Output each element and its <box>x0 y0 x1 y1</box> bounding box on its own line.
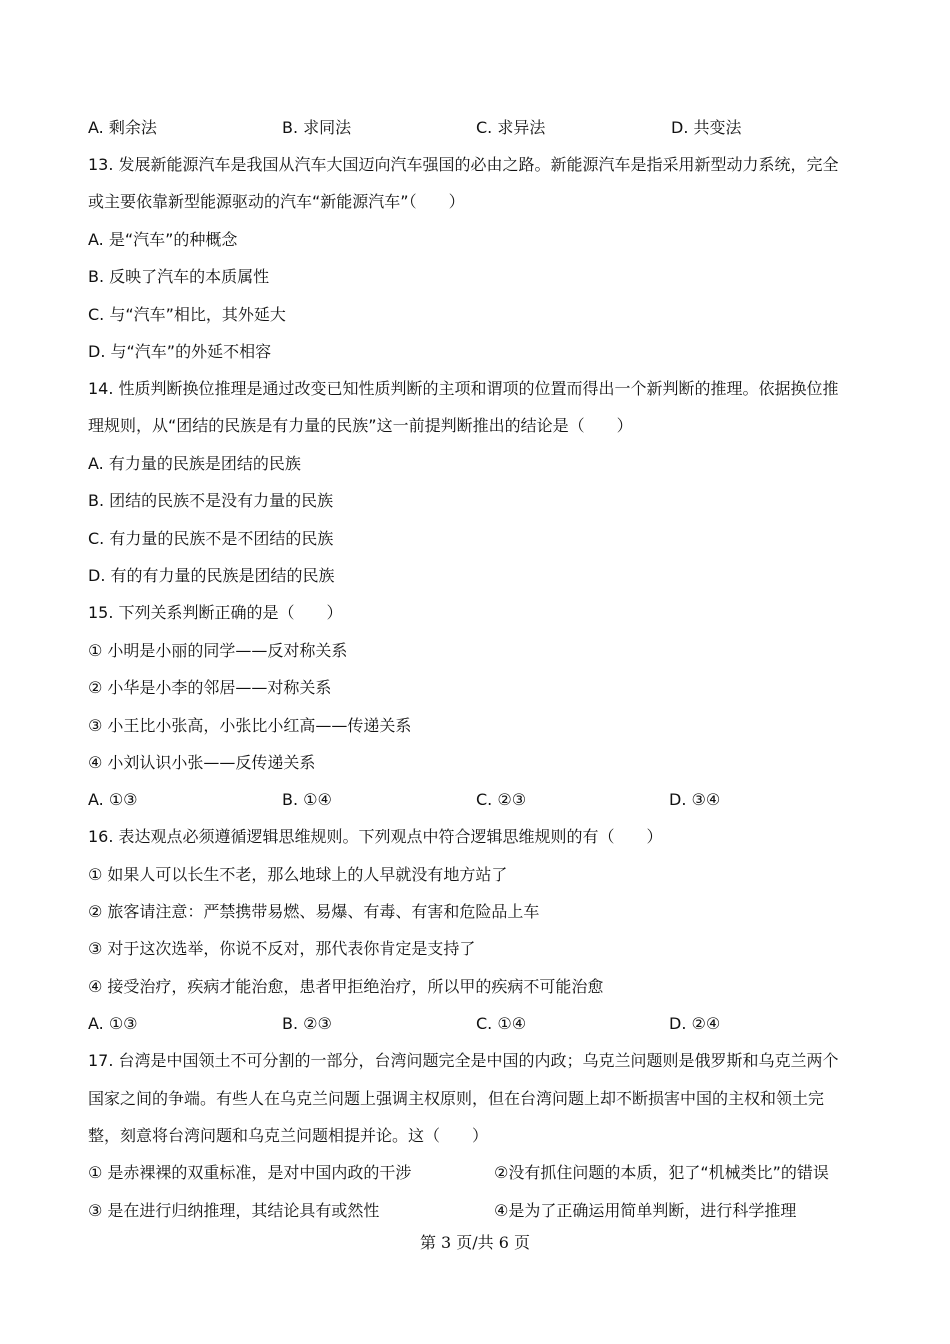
q15-item-2: ② 小华是小李的邻居——对称关系 <box>88 678 332 697</box>
q17-item-2: ②没有抓住问题的本质，犯了“机械类比”的错误 <box>494 1163 829 1182</box>
q16-item-4: ④ 接受治疗，疾病才能治愈，患者甲拒绝治疗，所以甲的疾病不可能治愈 <box>88 977 604 996</box>
q15-option-c: C. ②③ <box>476 790 527 809</box>
q15-stem: 15. 下列关系判断正确的是（ ） <box>88 603 343 622</box>
q17-stem-line2: 国家之间的争端。有些人在乌克兰问题上强调主权原则，但在台湾问题上却不断损害中国的主权和领土完 <box>88 1089 825 1108</box>
q16-option-b: B. ②③ <box>282 1014 332 1033</box>
q16-item-3: ③ 对于这次选举，你说不反对，那代表你肯定是支持了 <box>88 939 476 958</box>
q16-item-2: ② 旅客请注意：严禁携带易燃、易爆、有毒、有害和危险品上车 <box>88 902 540 921</box>
q15-item-3: ③ 小王比小张高，小张比小红高——传递关系 <box>88 716 412 735</box>
q14-stem-line1: 14. 性质判断换位推理是通过改变已知性质判断的主项和谓项的位置而得出一个新判断的推理。依据换位推 <box>88 379 839 398</box>
q17-stem-line1: 17. 台湾是中国领土不可分割的一部分，台湾问题完全是中国的内政；乌克兰问题则是俄罗斯和乌克兰两个 <box>88 1051 839 1070</box>
q17-item-4: ④是为了正确运用简单判断，进行科学推理 <box>494 1201 797 1220</box>
q17-item-1: ① 是赤裸裸的双重标准，是对中国内政的干涉 <box>88 1163 412 1182</box>
q12-option-d: D. 共变法 <box>671 118 742 137</box>
q15-item-4: ④ 小刘认识小张——反传递关系 <box>88 753 316 772</box>
q13-option-a: A. 是“汽车”的种概念 <box>88 230 238 249</box>
q15-option-d: D. ③④ <box>669 790 721 809</box>
q16-option-c: C. ①④ <box>476 1014 527 1033</box>
q12-option-a: A. 剩余法 <box>88 118 157 137</box>
q14-option-a: A. 有力量的民族是团结的民族 <box>88 454 301 473</box>
q15-item-1: ① 小明是小丽的同学——反对称关系 <box>88 641 348 660</box>
q16-option-a: A. ①③ <box>88 1014 138 1033</box>
q13-stem-line2: 或主要依靠新型能源驱动的汽车“新能源汽车”（ ） <box>88 192 465 211</box>
q16-option-d: D. ②④ <box>669 1014 721 1033</box>
q13-option-c: C. 与“汽车”相比，其外延大 <box>88 305 286 324</box>
q14-option-c: C. 有力量的民族不是不团结的民族 <box>88 529 334 548</box>
q14-option-b: B. 团结的民族不是没有力量的民族 <box>88 491 334 510</box>
q16-item-1: ① 如果人可以长生不老，那么地球上的人早就没有地方站了 <box>88 865 508 884</box>
q15-option-a: A. ①③ <box>88 790 138 809</box>
q13-option-d: D. 与“汽车”的外延不相容 <box>88 342 272 361</box>
q14-stem-line2: 理规则，从“团结的民族是有力量的民族”这一前提判断推出的结论是（ ） <box>88 416 633 435</box>
q17-stem-line3: 整，刻意将台湾问题和乌克兰问题相提并论。这（ ） <box>88 1126 489 1145</box>
q15-option-b: B. ①④ <box>282 790 332 809</box>
q12-option-c: C. 求异法 <box>476 118 546 137</box>
q13-stem-line1: 13. 发展新能源汽车是我国从汽车大国迈向汽车强国的必由之路。新能源汽车是指采用新型动力系统，完全 <box>88 155 839 174</box>
q14-option-d: D. 有的有力量的民族是团结的民族 <box>88 566 335 585</box>
q12-option-b: B. 求同法 <box>282 118 352 137</box>
page-footer: 第 3 页/共 6 页 <box>419 1233 531 1252</box>
q16-stem: 16. 表达观点必须遵循逻辑思维规则。下列观点中符合逻辑思维规则的有（ ） <box>88 827 663 846</box>
q13-option-b: B. 反映了汽车的本质属性 <box>88 267 270 286</box>
q17-item-3: ③ 是在进行归纳推理，其结论具有或然性 <box>88 1201 380 1220</box>
